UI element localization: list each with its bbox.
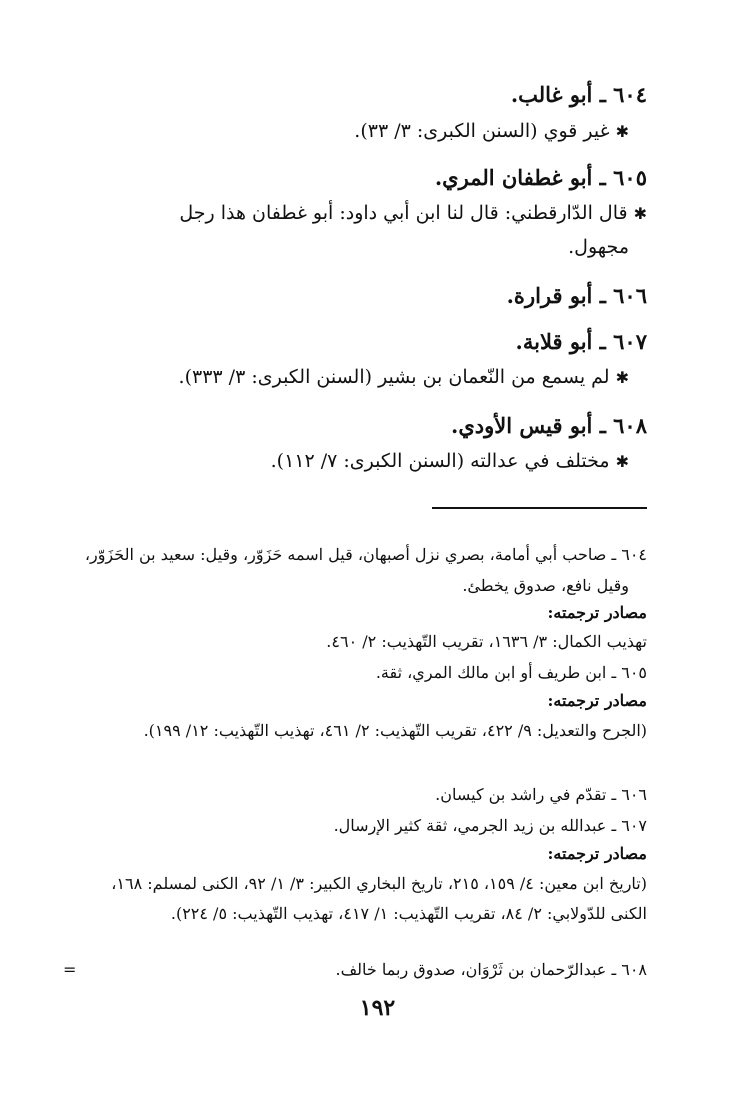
star-bullet-icon: ✱ (615, 368, 629, 387)
entry-605-note-cont: مجهول. (568, 236, 629, 258)
entry-608-note-text: مختلف في عدالته (السنن الكبرى: ٧/ ١١٢). (270, 450, 610, 472)
entry-607-heading: ٦٠٧ ـ أبو قلابة. (515, 329, 647, 354)
footnote-separator (432, 507, 647, 509)
star-bullet-icon: ✱ (615, 452, 629, 471)
footnote-606-line1: ٦٠٦ ـ تقدّم في راشد بن كيسان. (435, 785, 647, 804)
entry-607-note-text: لم يسمع من النّعمان بن بشير (السنن الكبرى: ٣/ ٣٣٣). (178, 366, 610, 388)
entry-605-note (86, 202, 647, 224)
entry-604-heading: ٦٠٤ ـ أبو غالب. (510, 82, 647, 107)
footnote-605-line1: ٦٠٥ ـ ابن طريف أو ابن مالك المري، ثقة. (375, 663, 647, 682)
footnote-608-line1: ٦٠٨ ـ عبدالرّحمان بن ثَرْوَان، صدوق ربما خالف. (335, 960, 647, 979)
footnote-607-sources-label: مصادر ترجمته: (547, 844, 647, 863)
footnote-604-sources: تهذيب الكمال: ٣/ ١٦٣٦، تقريب التّهذيب: ٢/ ٤٦٠. (326, 632, 647, 651)
entry-604-note (86, 120, 629, 142)
footnote-604-line2: وقيل نافع، صدوق يخطئ. (462, 576, 629, 595)
entry-605-heading: ٦٠٥ ـ أبو غطفان المري. (434, 165, 647, 190)
footnote-604-line1: ٦٠٤ ـ صاحب أبي أمامة، بصري نزل أصبهان، قيل اسمه حَزَوّر، وقيل: سعيد بن الحَزَوّر، (84, 545, 647, 564)
continuation-mark: = (63, 960, 77, 979)
footnote-605-sources: (الجرح والتعديل: ٩/ ٤٢٢، تقريب التّهذيب: ٢/ ٤٦١، تهذيب التّهذيب: ١٢/ ١٩٩). (143, 721, 647, 740)
entry-608-heading: ٦٠٨ ـ أبو قيس الأودي. (451, 413, 647, 438)
footnote-607-sources: (تاريخ ابن معين: ٤/ ١٥٩، ٢١٥، تاريخ البخاري الكبير: ٣/ ١/ ٩٢، الكنى لمسلم: ١٦٨، الكنى للدّولابي: ٢/ ٨٤، تقريب التّهذيب: ١/ ٤١٧، تهذيب التّهذيب: ٥/ ٢٢٤). (111, 874, 647, 923)
entry-605-note-text: قال الدّارقطني: قال لنا ابن أبي داود: أبو غطفان هذا رجل (179, 202, 628, 224)
star-bullet-icon: ✱ (633, 204, 647, 223)
star-bullet-icon: ✱ (615, 122, 629, 141)
entry-604-note-text: غير قوي (السنن الكبرى: ٣/ ٣٣). (354, 120, 610, 142)
footnote-605-sources-label: مصادر ترجمته: (547, 691, 647, 710)
entry-607-note (86, 366, 629, 388)
footnote-604-sources-label: مصادر ترجمته: (547, 603, 647, 622)
page-number: ١٩٢ (359, 995, 396, 1021)
footnote-607-line1: ٦٠٧ ـ عبدالله بن زيد الجرمي، ثقة كثير الإرسال. (333, 816, 647, 835)
entry-606-heading: ٦٠٦ ـ أبو قرارة. (506, 283, 647, 308)
entry-608-note (86, 450, 629, 472)
